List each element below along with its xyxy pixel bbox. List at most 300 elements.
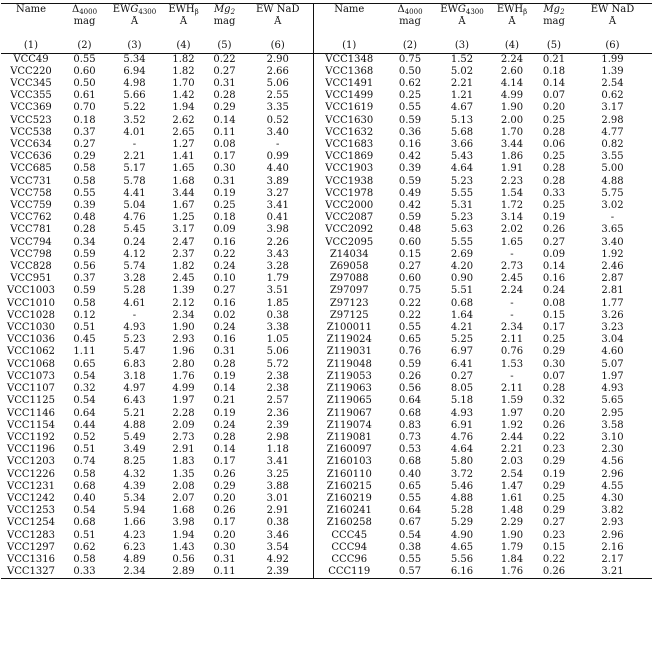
cell-ewg4300: 4.76 <box>123 212 146 224</box>
cell-name: VCC1196 <box>7 444 55 456</box>
cell-d4000: 0.15 <box>398 248 422 260</box>
cell-ewg4300: 0.27 <box>450 370 474 382</box>
cell-ewhbeta: 1.79 <box>500 541 524 553</box>
cell-name: VCC1869 <box>313 151 385 163</box>
cell-name: VCC1683 <box>313 139 385 151</box>
table-row <box>1 444 652 456</box>
cell-ewhbeta: 2.37 <box>172 248 195 260</box>
cell-nad: 4.60 <box>601 346 624 358</box>
cell-d4000: 0.60 <box>398 236 422 248</box>
spectral-index-table <box>1 3 652 579</box>
cell-nad: 0.62 <box>601 90 624 102</box>
cell-ewg4300: 6.16 <box>435 566 489 579</box>
cell-mg2: 0.26 <box>213 468 236 480</box>
cell-d4000: 0.73 <box>398 431 422 443</box>
cell-nad: - <box>610 212 615 224</box>
column-number: (4) <box>161 40 206 53</box>
cell-mg2: 0.22 <box>213 53 236 65</box>
cell-mg2: 0.17 <box>213 517 236 529</box>
cell-nad: 3.54 <box>266 541 289 553</box>
cell-d4000: 0.55 <box>398 102 422 114</box>
cell-mg2: 0.31 <box>213 346 236 358</box>
cell-ewhbeta: 1.76 <box>489 566 535 579</box>
cell-nad: 5.06 <box>266 78 289 90</box>
cell-name: VCC762 <box>10 212 52 224</box>
cell-nad: 0.99 <box>266 151 289 163</box>
cell-d4000: 0.68 <box>398 456 422 468</box>
cell-mg2: 0.19 <box>213 407 236 419</box>
cell-mg2: 0.20 <box>213 492 236 504</box>
cell-d4000: 0.51 <box>73 322 96 334</box>
cell-mg2: 0.11 <box>213 126 236 138</box>
cell-ewg4300: 5.56 <box>450 553 474 565</box>
cell-mg2: 0.25 <box>542 492 566 504</box>
cell-ewhbeta: 1.97 <box>172 395 195 407</box>
cell-ewg4300: 4.32 <box>123 468 146 480</box>
cell-d4000: 1.11 <box>73 346 96 358</box>
cell-mg2: 0.16 <box>213 297 236 309</box>
table-row <box>1 78 652 90</box>
table-body <box>1 53 652 579</box>
cell-d4000: 0.32 <box>73 383 96 395</box>
cell-mg2: 0.24 <box>542 285 566 297</box>
cell-nad: 1.97 <box>601 370 624 382</box>
cell-nad: 3.17 <box>601 102 624 114</box>
cell-nad: 3.10 <box>601 431 624 443</box>
cell-ewhbeta: 1.76 <box>172 370 195 382</box>
cell-ewhbeta: 1.90 <box>500 102 524 114</box>
cell-nad: 3.82 <box>601 505 624 517</box>
cell-d4000: 0.58 <box>73 468 96 480</box>
table-row <box>1 530 652 542</box>
cell-ewg4300: 5.94 <box>123 505 146 517</box>
table-row <box>1 115 652 127</box>
cell-d4000: 0.26 <box>398 370 422 382</box>
table-row <box>1 66 652 78</box>
cell-nad: 2.30 <box>601 444 624 456</box>
cell-d4000: 0.59 <box>73 248 96 260</box>
table-row <box>1 261 652 273</box>
cell-d4000: 0.59 <box>398 358 422 370</box>
cell-d4000: 0.48 <box>73 212 96 224</box>
cell-nad: 3.51 <box>266 285 289 297</box>
cell-ewhbeta: 2.00 <box>500 114 524 126</box>
cell-nad: 2.98 <box>266 431 289 443</box>
cell-nad: 2.57 <box>266 395 289 407</box>
cell-ewhbeta: 2.80 <box>172 358 195 370</box>
cell-ewg4300: 5.43 <box>450 151 474 163</box>
cell-ewhbeta: 1.65 <box>500 236 524 248</box>
cell-nad: 1.39 <box>601 65 624 77</box>
unit-cell: mag <box>543 16 565 28</box>
cell-ewhbeta: 4.99 <box>500 90 524 102</box>
cell-ewhbeta: 1.82 <box>172 261 195 273</box>
cell-ewhbeta: - <box>510 370 514 382</box>
cell-mg2: 0.26 <box>535 566 573 579</box>
cell-ewg4300: 4.98 <box>123 78 146 90</box>
cell-ewhbeta: 1.39 <box>172 285 195 297</box>
column-number: (2) <box>385 40 435 53</box>
cell-d4000: 0.55 <box>73 187 96 199</box>
table-row <box>1 432 652 444</box>
cell-nad: 3.88 <box>266 480 289 492</box>
cell-mg2: 0.33 <box>542 187 566 199</box>
cell-ewg4300: 5.29 <box>450 517 474 529</box>
cell-nad: 4.55 <box>601 480 624 492</box>
cell-mg2: 0.19 <box>213 370 236 382</box>
cell-ewg4300: 5.51 <box>450 285 474 297</box>
unit-cell <box>1 16 61 28</box>
cell-mg2: 0.08 <box>542 297 566 309</box>
cell-ewg4300: 6.41 <box>450 358 474 370</box>
cell-mg2: 0.20 <box>213 529 236 541</box>
cell-ewg4300: 5.04 <box>123 200 146 212</box>
cell-nad: 2.96 <box>601 529 624 541</box>
cell-d4000: 0.76 <box>398 346 422 358</box>
cell-d4000: 0.68 <box>398 407 422 419</box>
cell-name: VCC1125 <box>7 395 55 407</box>
table-row <box>1 517 652 529</box>
cell-mg2: 0.27 <box>213 65 236 77</box>
cell-name: VCC220 <box>10 65 52 77</box>
cell-ewhbeta: 3.14 <box>500 212 524 224</box>
cell-name: VCC1028 <box>7 309 55 321</box>
cell-nad: 3.21 <box>573 566 652 579</box>
cell-name: CCC94 <box>313 542 385 554</box>
cell-name: Z160103 <box>313 456 385 468</box>
cell-ewg4300: 4.20 <box>450 261 474 273</box>
cell-ewhbeta: 2.45 <box>500 273 524 285</box>
cell-mg2: 0.25 <box>542 334 566 346</box>
cell-name: VCC1254 <box>7 517 55 529</box>
cell-d4000: 0.56 <box>398 383 422 395</box>
cell-nad: 2.16 <box>601 541 624 553</box>
cell-mg2: 0.14 <box>213 444 236 456</box>
cell-nad: 2.91 <box>266 505 289 517</box>
cell-mg2: 0.29 <box>542 456 566 468</box>
cell-mg2: 0.26 <box>213 505 236 517</box>
cell-nad: 2.26 <box>266 236 289 248</box>
cell-d4000: 0.67 <box>398 517 422 529</box>
cell-ewg4300: 3.18 <box>123 370 146 382</box>
cell-mg2: 0.20 <box>542 407 566 419</box>
cell-ewg4300: 4.01 <box>123 126 146 138</box>
cell-ewg4300: 5.78 <box>123 175 146 187</box>
table-row <box>1 310 652 322</box>
cell-nad: 4.30 <box>601 492 624 504</box>
table-row <box>1 359 652 371</box>
cell-ewhbeta: 2.34 <box>172 309 195 321</box>
column-number: (3) <box>435 40 489 53</box>
cell-name: Z160258 <box>313 517 385 529</box>
cell-name: VCC1619 <box>313 102 385 114</box>
table-row <box>1 554 652 566</box>
table-row <box>1 505 652 517</box>
cell-ewhbeta: 1.68 <box>172 505 195 517</box>
cell-name: VCC1316 <box>7 553 55 565</box>
cell-d4000: 0.60 <box>73 65 96 77</box>
cell-name: Z119031 <box>313 346 385 358</box>
cell-nad: 1.77 <box>601 297 624 309</box>
cell-d4000: 0.16 <box>398 139 422 151</box>
cell-ewg4300: 4.97 <box>123 383 146 395</box>
cell-nad: 5.06 <box>266 346 289 358</box>
column-number: (4) <box>489 40 535 53</box>
unit-cell: mag <box>73 16 96 28</box>
cell-mg2: 0.21 <box>213 395 236 407</box>
col-nad-header: EW NaD <box>243 4 313 17</box>
cell-mg2: 0.20 <box>542 102 566 114</box>
cell-mg2: 0.14 <box>542 261 566 273</box>
cell-ewg4300: 6.97 <box>450 346 474 358</box>
cell-ewg4300: 5.46 <box>450 480 474 492</box>
table-row <box>1 273 652 285</box>
cell-nad: 4.93 <box>601 383 624 395</box>
table-row <box>1 127 652 139</box>
cell-nad: 0.38 <box>266 309 289 321</box>
cell-mg2: 0.25 <box>542 114 566 126</box>
cell-mg2: 0.16 <box>542 273 566 285</box>
cell-ewhbeta: 2.02 <box>500 224 524 236</box>
cell-ewhbeta: 1.43 <box>172 541 195 553</box>
cell-d4000: 0.45 <box>73 334 96 346</box>
cell-name: VCC1154 <box>7 419 55 431</box>
cell-ewg4300: 2.69 <box>450 248 474 260</box>
cell-ewhbeta: 2.65 <box>172 126 195 138</box>
cell-name: VCC1231 <box>7 480 55 492</box>
cell-name: VCC355 <box>10 90 52 102</box>
col-name-header: Name <box>1 4 61 17</box>
cell-name: VCC951 <box>10 273 52 285</box>
unit-cell <box>313 16 385 28</box>
cell-ewg4300: 2.21 <box>450 78 474 90</box>
table-row <box>1 139 652 151</box>
unit-cell: Å <box>130 16 139 28</box>
unit-cell: Å <box>274 16 282 28</box>
cell-ewg4300: 4.64 <box>450 163 474 175</box>
cell-mg2: 0.15 <box>542 309 566 321</box>
cell-ewg4300: 5.18 <box>450 395 474 407</box>
cell-mg2: 0.14 <box>542 78 566 90</box>
cell-name: Z160241 <box>313 505 385 517</box>
cell-ewhbeta: 1.27 <box>172 139 195 151</box>
cell-mg2: 0.28 <box>542 383 566 395</box>
column-number: (1) <box>1 40 61 53</box>
cell-ewg4300: 4.41 <box>123 187 146 199</box>
cell-nad: 4.77 <box>601 126 624 138</box>
cell-mg2: 0.07 <box>542 90 566 102</box>
cell-mg2: 0.23 <box>542 529 566 541</box>
cell-ewg4300: 1.21 <box>450 90 474 102</box>
cell-d4000: 0.54 <box>73 395 96 407</box>
cell-ewhbeta: 2.29 <box>500 517 524 529</box>
cell-ewhbeta: 2.11 <box>500 383 524 395</box>
cell-nad: 3.43 <box>266 248 289 260</box>
cell-name: Z160110 <box>313 469 385 481</box>
cell-name: Z97097 <box>313 285 385 297</box>
cell-ewhbeta: 2.54 <box>500 468 524 480</box>
cell-ewhbeta: 0.56 <box>172 553 195 565</box>
cell-mg2: 0.28 <box>542 163 566 175</box>
cell-nad: 0.52 <box>266 114 289 126</box>
cell-ewhbeta: 3.98 <box>172 517 195 529</box>
cell-name: VCC1368 <box>313 66 385 78</box>
cell-mg2: 0.21 <box>542 53 566 65</box>
unit-cell: Å <box>508 16 516 28</box>
cell-name: Z14034 <box>313 249 385 261</box>
cell-mg2: 0.22 <box>213 248 236 260</box>
col-name-header: Name <box>313 4 385 17</box>
cell-d4000: 0.37 <box>73 273 96 285</box>
cell-nad: 3.65 <box>601 224 624 236</box>
cell-name: Z119081 <box>313 432 385 444</box>
cell-d4000: 0.54 <box>73 505 96 517</box>
cell-nad: 0.41 <box>266 212 289 224</box>
cell-ewg4300: 2.21 <box>123 151 146 163</box>
cell-ewg4300: 5.66 <box>123 90 146 102</box>
cell-name: Z119067 <box>313 408 385 420</box>
cell-d4000: 0.33 <box>61 566 108 579</box>
cell-name: VCC1242 <box>7 492 55 504</box>
cell-nad: 2.96 <box>601 468 624 480</box>
cell-ewhbeta: - <box>510 248 514 260</box>
cell-ewg4300: - <box>132 309 137 321</box>
cell-mg2: 0.17 <box>542 322 566 334</box>
cell-nad: 3.41 <box>266 456 289 468</box>
cell-ewhbeta: 2.93 <box>172 334 195 346</box>
cell-d4000: 0.34 <box>73 236 96 248</box>
cell-nad: 4.56 <box>601 456 624 468</box>
cell-mg2: 0.11 <box>206 566 243 579</box>
table-row <box>1 224 652 236</box>
cell-mg2: 0.24 <box>213 261 236 273</box>
cell-d4000: 0.58 <box>73 175 96 187</box>
cell-ewg4300: 4.76 <box>450 431 474 443</box>
cell-ewhbeta: 4.14 <box>500 78 524 90</box>
cell-mg2: 0.32 <box>542 395 566 407</box>
cell-name: VCC1062 <box>7 346 55 358</box>
cell-mg2: 0.24 <box>213 419 236 431</box>
cell-d4000: 0.36 <box>398 126 422 138</box>
cell-name: VCC1003 <box>7 285 55 297</box>
cell-name: VCC1073 <box>7 370 55 382</box>
cell-ewg4300: 1.64 <box>450 309 474 321</box>
cell-name: Z69058 <box>313 261 385 273</box>
cell-ewhbeta: 2.45 <box>172 273 195 285</box>
cell-d4000: 0.70 <box>73 102 96 114</box>
cell-ewhbeta: 1.97 <box>500 407 524 419</box>
cell-name: Z119063 <box>313 383 385 395</box>
cell-nad: 3.58 <box>601 419 624 431</box>
cell-d4000: 0.62 <box>398 78 422 90</box>
cell-name: VCC1938 <box>313 176 385 188</box>
cell-ewg4300: 4.93 <box>450 407 474 419</box>
cell-name: VCC2092 <box>313 224 385 236</box>
cell-ewg4300: 5.28 <box>450 505 474 517</box>
cell-d4000: 0.74 <box>73 456 96 468</box>
cell-d4000: 0.68 <box>73 517 96 529</box>
cell-ewg4300: 3.66 <box>450 139 474 151</box>
cell-name: VCC1253 <box>7 505 55 517</box>
cell-mg2: 0.02 <box>213 309 236 321</box>
cell-ewhbeta: 1.91 <box>500 163 524 175</box>
cell-ewhbeta: 1.48 <box>500 505 524 517</box>
cell-d4000: 0.40 <box>73 492 96 504</box>
cell-d4000: 0.58 <box>73 163 96 175</box>
cell-nad: 1.99 <box>601 53 624 65</box>
cell-ewhbeta: 1.84 <box>500 553 524 565</box>
cell-name: VCC1036 <box>7 334 55 346</box>
column-number: (5) <box>535 40 573 53</box>
cell-d4000: 0.37 <box>73 126 96 138</box>
cell-name: VCC759 <box>10 200 52 212</box>
cell-name: Z119065 <box>313 395 385 407</box>
cell-name: VCC731 <box>10 175 52 187</box>
cell-d4000: 0.53 <box>398 444 422 456</box>
unit-cell: Å <box>179 16 188 28</box>
col-mg2-header: $Mg_2$ <box>206 4 243 17</box>
cell-ewg4300: 5.21 <box>123 407 146 419</box>
header-row-numbers <box>1 40 652 53</box>
column-number: (5) <box>206 40 243 53</box>
cell-ewg4300: 6.94 <box>123 65 146 77</box>
cell-ewg4300: 6.23 <box>123 541 146 553</box>
cell-d4000: 0.12 <box>73 309 96 321</box>
cell-nad: 2.98 <box>601 114 624 126</box>
cell-name: VCC1107 <box>7 383 55 395</box>
cell-name: VCC2087 <box>313 212 385 224</box>
cell-ewhbeta: 2.47 <box>172 236 195 248</box>
cell-name: CCC119 <box>313 566 385 579</box>
cell-ewg4300: - <box>132 139 137 151</box>
cell-ewhbeta: 1.70 <box>500 126 524 138</box>
cell-ewhbeta: 2.08 <box>172 480 195 492</box>
cell-mg2: 0.30 <box>213 163 236 175</box>
cell-nad: 3.25 <box>266 468 289 480</box>
table-row <box>1 176 652 188</box>
cell-d4000: 0.58 <box>73 553 96 565</box>
cell-ewhbeta: 1.94 <box>172 102 195 114</box>
cell-ewhbeta: 1.67 <box>172 200 195 212</box>
cell-nad: 5.07 <box>601 358 624 370</box>
cell-nad: 2.39 <box>243 566 313 579</box>
cell-nad: 3.41 <box>266 200 289 212</box>
cell-nad: 3.26 <box>601 309 624 321</box>
cell-ewhbeta: 1.47 <box>500 480 524 492</box>
cell-ewhbeta: 1.96 <box>172 346 195 358</box>
cell-nad: 2.39 <box>266 419 289 431</box>
cell-nad: 2.93 <box>601 517 624 529</box>
column-number: (1) <box>313 40 385 53</box>
cell-d4000: 0.18 <box>73 114 96 126</box>
cell-ewg4300: 4.93 <box>123 322 146 334</box>
cell-mg2: 0.31 <box>213 78 236 90</box>
cell-ewhbeta: 4.99 <box>172 383 195 395</box>
cell-d4000: 0.50 <box>398 65 422 77</box>
cell-ewhbeta: 1.86 <box>500 151 524 163</box>
cell-nad: 3.55 <box>601 151 624 163</box>
cell-ewg4300: 5.63 <box>450 224 474 236</box>
cell-name: VCC1630 <box>313 115 385 127</box>
cell-nad: 3.27 <box>266 187 289 199</box>
cell-nad: 2.36 <box>266 407 289 419</box>
cell-nad: - <box>276 139 280 151</box>
cell-nad: 5.65 <box>601 395 624 407</box>
cell-d4000: 0.59 <box>398 114 422 126</box>
cell-ewhbeta: 0.76 <box>500 346 524 358</box>
cell-ewhbeta: 1.70 <box>172 78 195 90</box>
cell-ewhbeta: 2.23 <box>500 175 524 187</box>
